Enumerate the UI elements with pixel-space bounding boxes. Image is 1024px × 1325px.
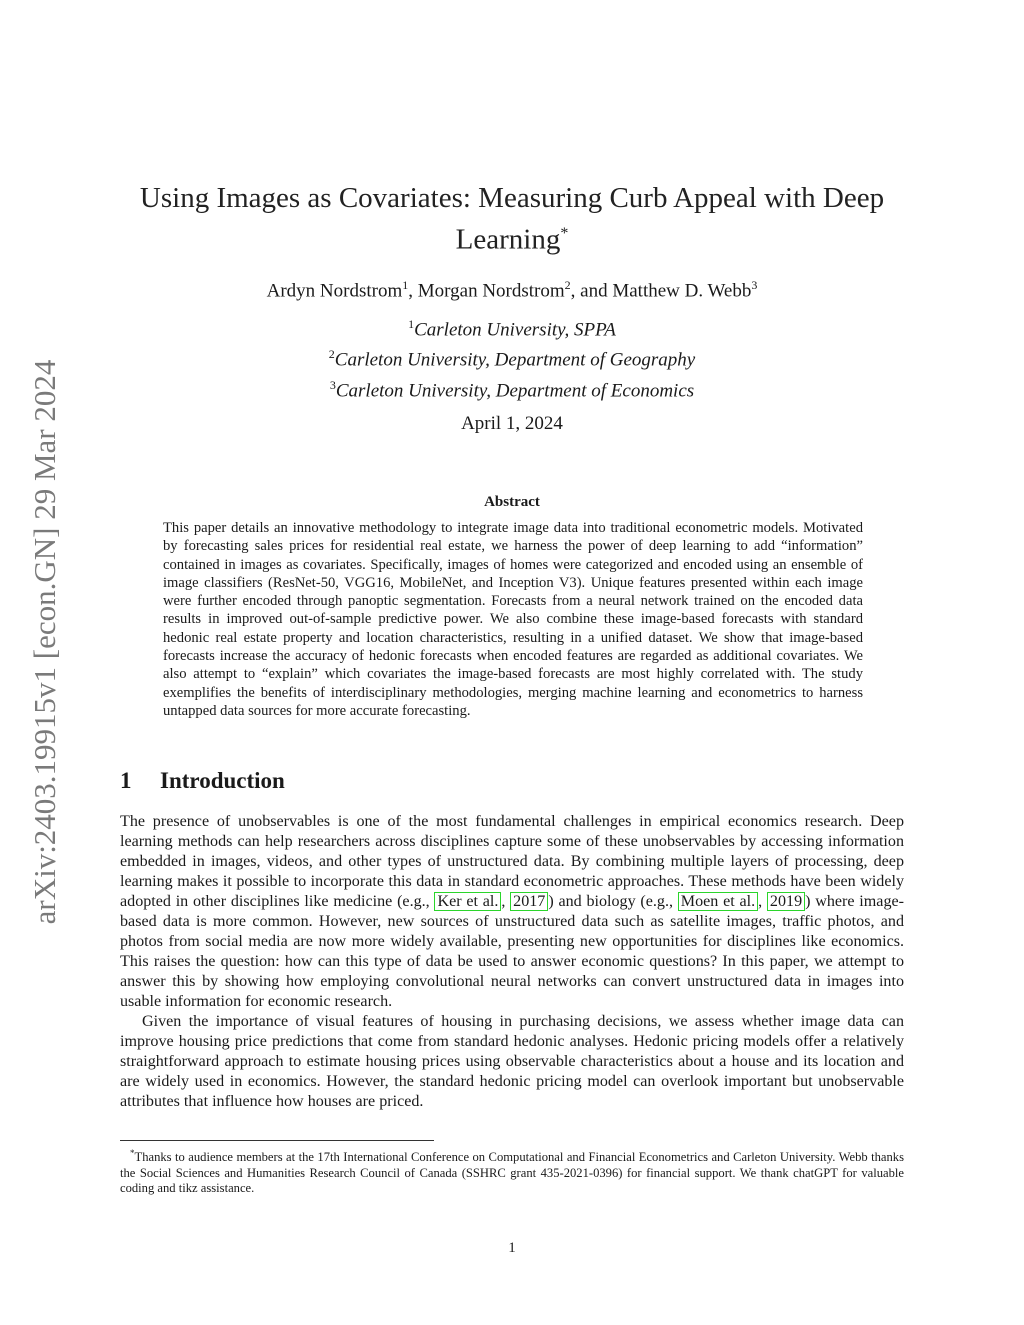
citation-separator: ,: [758, 893, 767, 910]
footnote-mark: *: [130, 1148, 135, 1158]
paragraph: [120, 812, 904, 1012]
paragraph: Given the importance of visual features of housing in purchasing decisions, we assess whether image data can improve housing price predictions that come from standard hedonic analyses. Hedonic pricing models offer a relatively straightforward approach to estimate housing prices using observable characteristics about a house and its location and are widely used in economics. However, the standard hedonic pricing model can overlook important but unobservable attributes that influence how houses are priced.: [120, 1013, 904, 1110]
affiliation-text: Carleton University, Department of Geography: [334, 349, 696, 371]
section-heading: [120, 768, 904, 794]
author-affiliation-mark: 2: [564, 278, 571, 292]
author-list: [120, 272, 904, 304]
affiliation-number: 1: [408, 317, 415, 331]
paragraph-text: ) where image-based data is more common. However, new sources of unstructured data such as satellite images, traffic photos, and photos from social media are now more widely available, presenting new opportunities for disciplines like economics. This raises the question: how can this type of data be used to answer economic questions? In this paper, we attempt to answer this by showing how employing convolutional neural networks can convert unstructured data in images into usable information for economic research.: [120, 893, 904, 1010]
citation-separator: ,: [501, 893, 511, 910]
introduction-body: [120, 812, 904, 1112]
paragraph-text: The presence of unobservables is one of the most fundamental challenges in empirical economics research. Deep learning methods can help researchers across disciplines capture some of these unobservables by accessing information embedded in images, videos, and other types of unstructured data. By combining multiple layers of processing, deep learning makes it possible to incorporate this data in standard econometric approaches. These methods have been widely adopted in other disciplines like medicine (e.g.,: [120, 813, 904, 910]
author-affiliation-mark: 3: [751, 278, 758, 292]
author-name: Matthew D. Webb: [612, 280, 752, 302]
affiliation-line: [120, 312, 904, 342]
affiliation-number: 3: [329, 377, 336, 392]
author-separator: ,: [408, 280, 418, 302]
footnote: [120, 1146, 904, 1197]
title-footnote-mark: *: [560, 225, 569, 242]
affiliation-line: [120, 373, 904, 403]
affiliation-text: Carleton University, Department of Economics: [335, 379, 695, 401]
affiliation-list: [120, 312, 904, 403]
author-separator: , and: [570, 280, 613, 302]
citation-link-ker[interactable]: Ker et al.: [434, 892, 501, 911]
arxiv-identifier-stamp: arXiv:2403.19915v1 [econ.GN] 29 Mar 2024: [27, 359, 62, 925]
page-number: 1: [508, 1240, 516, 1256]
citation-link-moen-year[interactable]: 2019: [767, 892, 805, 911]
affiliation-line: [120, 342, 904, 372]
title-line-1: Using Images as Covariates: Measuring Curb Appeal with Deep: [139, 182, 885, 214]
abstract-heading: Abstract: [484, 494, 540, 510]
footnote-divider: [120, 1140, 434, 1141]
citation-link-ker-year[interactable]: 2017: [510, 892, 548, 911]
citation-link-moen[interactable]: Moen et al.: [678, 892, 758, 911]
footnote-text: Thanks to audience members at the 17th International Conference on Computational and Financial Econometrics and Carleton University. Webb thanks the Social Sciences and Humanities Research Council of Canada (SSHRC grant 435-2021-0396) for financial support. We thank chatGPT for valuable coding and tikz assistance.: [120, 1150, 904, 1196]
author-name: Ardyn Nordstrom: [266, 280, 403, 302]
abstract-text: This paper details an innovative methodology to integrate image data into traditional econometric models. Motivated by forecasting sales prices for residential real estate, we harness the power of deep learning to add “information” contained in images as covariates. Specifically, images of homes were categorized and encoded using an ensemble of image classifiers (ResNet-50, VGG16, MobileNet, and Inception V3). Unique features presented within each image were further encoded through panoptic segmentation. Forecasts from a neural network trained on the encoded data results in improved out-of-sample predictive power. We also combine these image-based forecasts with standard hedonic real estate property and location characteristics, resulting in a unified dataset. We show that image-based forecasts increase the accuracy of hedonic forecasts when encoded features are regarded as additional covariates. We also attempt to “explain” which covariates the image-based forecasts are most highly correlated with. The study exemplifies the benefits of interdisciplinary methodologies, merging machine learning and econometrics to harness untapped data sources for more accurate forecasting.: [163, 520, 863, 719]
title-line-2: Learning: [455, 223, 561, 256]
section-number: 1: [120, 768, 132, 793]
author-name: Morgan Nordstrom: [417, 280, 565, 302]
paragraph-text: ) and biology (e.g.,: [548, 893, 678, 910]
publication-date: April 1, 2024: [461, 413, 563, 434]
affiliation-text: Carleton University, SPPA: [414, 319, 616, 341]
author-affiliation-mark: 1: [402, 278, 409, 292]
affiliation-number: 2: [328, 347, 335, 362]
section-title: Introduction: [160, 768, 285, 793]
paper-title: [120, 180, 904, 258]
